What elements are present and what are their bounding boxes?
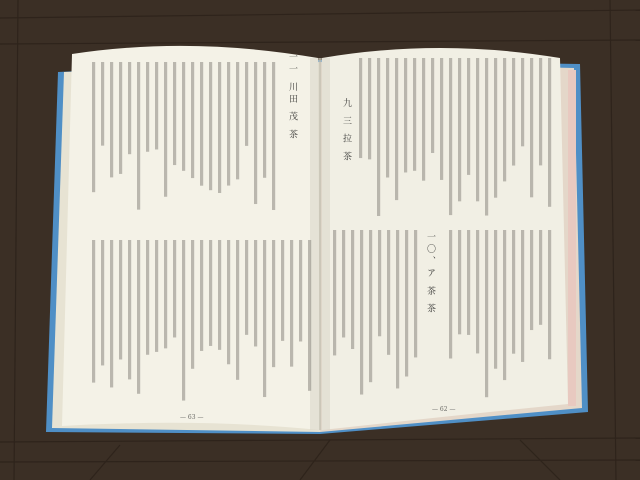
right-edge-tint	[568, 70, 576, 406]
right-page-upper-text	[358, 56, 554, 216]
right-page-folio: — 62 —	[432, 406, 456, 413]
left-page-heading: 一一 川田 茂 茶	[287, 52, 297, 142]
right-page-lower-text-2	[446, 228, 554, 398]
left-page-folio: — 63 —	[180, 414, 204, 421]
right-page-lower-text	[330, 228, 420, 398]
left-page-lower-text	[88, 238, 314, 403]
right-page-heading-top: 九 三 拉 茶	[341, 98, 351, 164]
right-page-heading-mid: 一〇、ア 茶 茶	[425, 232, 435, 316]
left-page-upper-text	[88, 60, 278, 210]
